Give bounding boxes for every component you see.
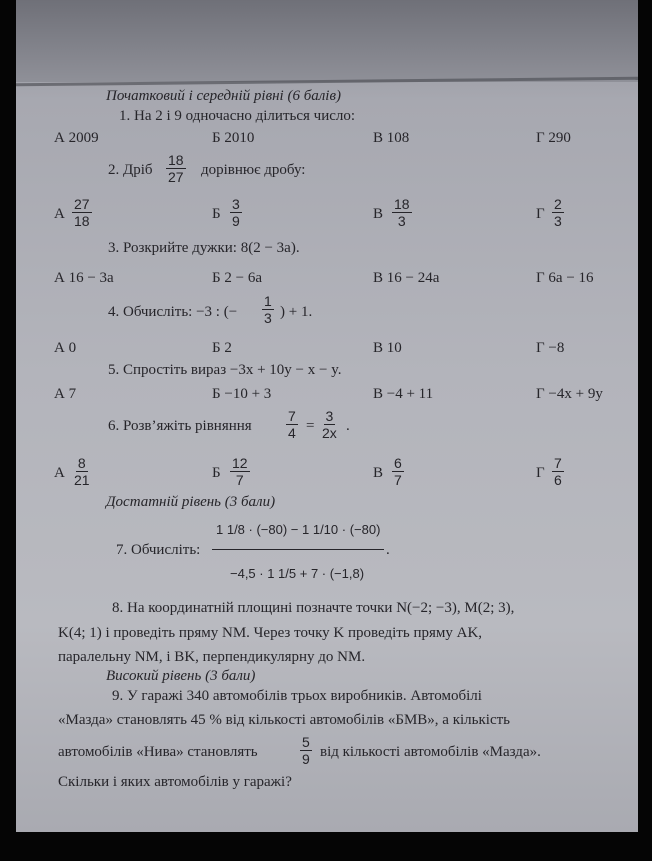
q7-prefix: 7. Обчисліть: xyxy=(116,542,201,558)
q6-fraction-right: $\frac{3}{2x}$ xyxy=(322,408,337,441)
q1-text: 1. На 2 і 9 одночасно ділиться число: xyxy=(119,108,356,124)
q6-prefix: 6. Розв’яжіть рівняння xyxy=(108,418,252,434)
q4-suffix: ) + 1. xyxy=(280,304,313,320)
q5-option-v: В −4 + 11 xyxy=(373,386,434,402)
q9-line-2: «Мазда» становлять 45 % від кількості автомобілів «БМВ», а кількість xyxy=(58,712,510,728)
q6-suffix: . xyxy=(346,418,350,434)
q8-line-2: K(4; 1) і проведіть пряму NM. Через точку K проведіть пряму AK, xyxy=(58,625,483,641)
q3-option-v: В 16 − 24a xyxy=(373,270,440,286)
q2-option-g-fraction: $\frac{2}{3}$ xyxy=(554,196,562,229)
q9-line-3-start: автомобілів «Нива» становлять xyxy=(58,744,258,760)
q3-option-g: Г 6a − 16 xyxy=(536,270,594,286)
q7-fraction-bar xyxy=(212,549,384,550)
q4-fraction: $\frac{1}{3}$ xyxy=(264,293,272,326)
q2-option-b-fraction: $\frac{3}{9}$ xyxy=(232,196,240,229)
q6-option-g-fraction: $\frac{7}{6}$ xyxy=(554,455,562,488)
q2-option-b-letter: Б xyxy=(212,206,221,222)
q6-option-a-letter: А xyxy=(54,465,65,481)
q6-fraction-left: $\frac{7}{4}$ xyxy=(288,408,296,441)
q6-option-v-fraction: $\frac{6}{7}$ xyxy=(394,455,402,488)
worksheet-page xyxy=(16,0,638,832)
q4-option-b: Б 2 xyxy=(212,340,232,356)
q2-fraction: $\frac{18}{27}$ xyxy=(168,152,184,185)
q1-option-a: А 2009 xyxy=(54,130,99,146)
q1-option-g: Г 290 xyxy=(536,130,571,146)
q5-text: 5. Спростіть вираз −3x + 10y − x − y. xyxy=(108,362,342,378)
q4-option-a: А 0 xyxy=(54,340,77,356)
q6-option-b-letter: Б xyxy=(212,465,221,481)
q4-option-g: Г −8 xyxy=(536,340,565,356)
q6-option-b-fraction: $\frac{12}{7}$ xyxy=(232,455,248,488)
q1-option-b: Б 2010 xyxy=(212,130,255,146)
q2-suffix: дорівнює дробу: xyxy=(201,162,306,178)
q9-line-3-end: від кількості автомобілів «Мазда». xyxy=(320,744,541,760)
q3-text: 3. Розкрийте дужки: 8(2 − 3a). xyxy=(108,240,300,256)
q3-option-b: Б 2 − 6a xyxy=(212,270,262,286)
q9-line-4: Скільки і яких автомобілів у гаражі? xyxy=(58,774,292,790)
q2-option-g-letter: Г xyxy=(536,206,545,222)
q8-line-1: 8. На координатній площині позначте точки N(−2; −3), M(2; 3), xyxy=(112,600,515,616)
q5-option-g: Г −4x + 9y xyxy=(536,386,603,402)
q7-denominator: −4,5 · 1 1/5 + 7 · (−1,8) xyxy=(230,566,365,581)
section-basic-heading: Початковий і середній рівні (6 балів) xyxy=(106,88,341,104)
q4-prefix: 4. Обчисліть: −3 : (− xyxy=(108,304,238,320)
q4-option-v: В 10 xyxy=(373,340,402,356)
q2-option-a-letter: А xyxy=(54,206,65,222)
q2-option-v-fraction: $\frac{18}{3}$ xyxy=(394,196,410,229)
section-high-heading: Високий рівень (3 бали) xyxy=(106,668,256,684)
q9-line-1: 9. У гаражі 340 автомобілів трьох виробників. Автомобілі xyxy=(112,688,482,704)
page-top-shadow xyxy=(16,0,638,82)
q2-prefix: 2. Дріб xyxy=(108,162,153,178)
q8-line-3: паралельну NM, і BK, перпендикулярну до NM. xyxy=(58,649,366,665)
q6-option-a-fraction: $\frac{8}{21}$ xyxy=(74,455,90,488)
q7-numerator: 1 1/8 · (−80) − 1 1/10 · (−80) xyxy=(216,522,381,537)
section-sufficient-heading: Достатній рівень (3 бали) xyxy=(106,494,276,510)
q9-fraction: $\frac{5}{9}$ xyxy=(302,734,310,767)
q3-option-a: А 16 − 3a xyxy=(54,270,114,286)
q6-equals: = xyxy=(306,418,315,434)
q1-option-v: В 108 xyxy=(373,130,410,146)
q2-option-a-fraction: $\frac{27}{18}$ xyxy=(74,196,90,229)
q6-option-g-letter: Г xyxy=(536,465,545,481)
q2-option-v-letter: В xyxy=(373,206,384,222)
q5-option-b: Б −10 + 3 xyxy=(212,386,272,402)
q5-option-a: А 7 xyxy=(54,386,77,402)
q6-option-v-letter: В xyxy=(373,465,384,481)
q7-suffix: . xyxy=(386,542,390,558)
